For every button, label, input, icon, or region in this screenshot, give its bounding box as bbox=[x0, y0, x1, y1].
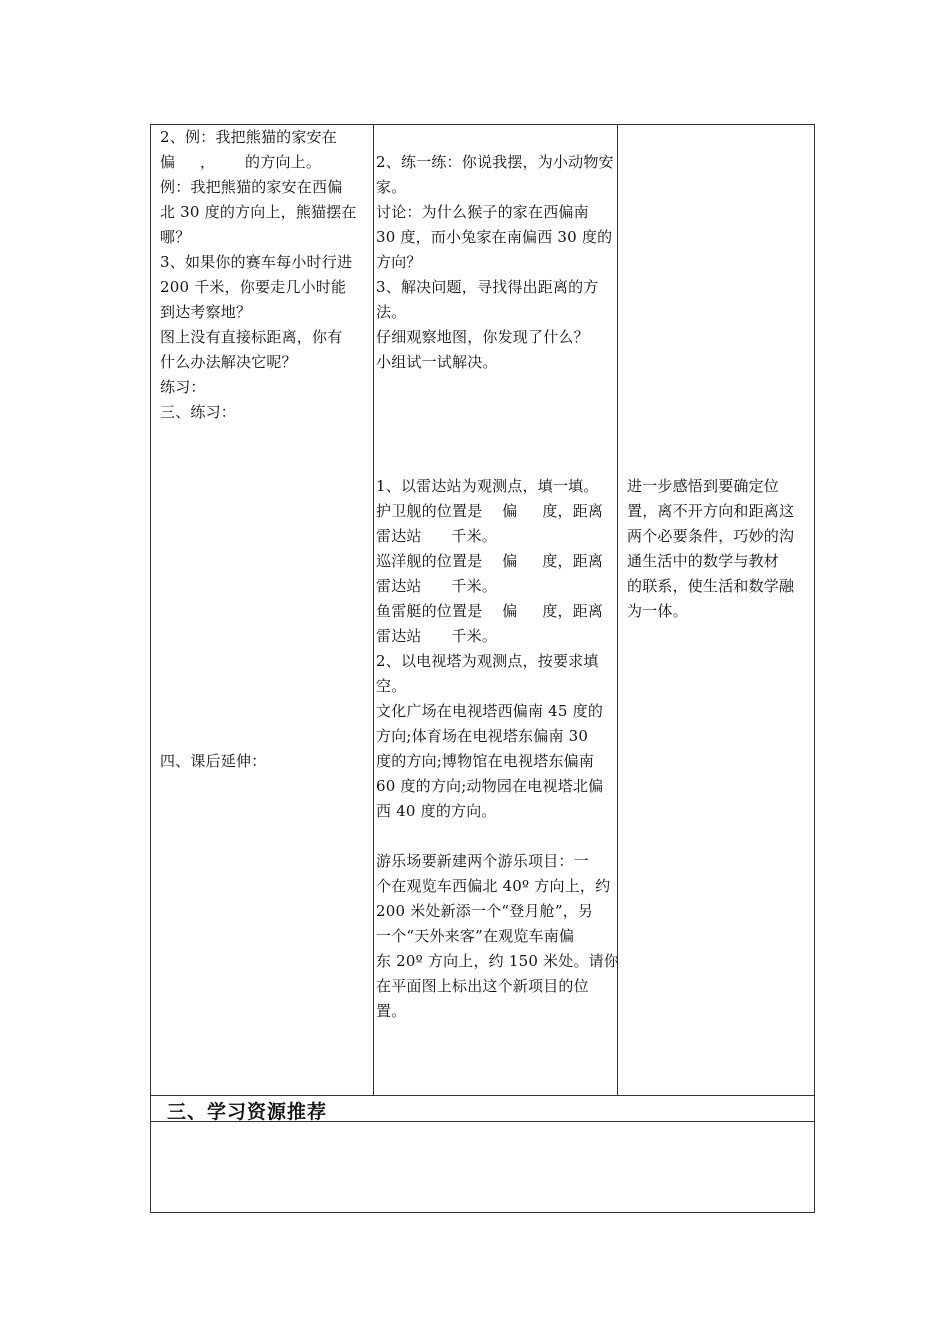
text-line: 200 千米，你要走几小时能 bbox=[160, 278, 347, 296]
text-line: 例：我把熊猫的家安在西偏 bbox=[160, 178, 343, 196]
text-line: 家。 bbox=[376, 178, 407, 196]
text-line: 在平面图上标出这个新项目的位 bbox=[376, 977, 589, 995]
text-line: 3、如果你的赛车每小时行进 bbox=[160, 253, 353, 271]
section-heading: 三、学习资源推荐 bbox=[167, 1101, 328, 1123]
blank-line bbox=[376, 824, 620, 849]
text-line: 1、以雷达站为观测点，填一填。 bbox=[376, 477, 599, 495]
text-line: 游乐场要新建两个游乐项目：一 bbox=[376, 852, 589, 870]
text-line: 60 度的方向;动物园在电视塔北偏 bbox=[376, 777, 604, 795]
text-line: 练习： bbox=[160, 378, 206, 396]
text-line: 2、练一练：你说我摆，为小动物安 bbox=[376, 153, 614, 171]
text-line: 小组试一试解决。 bbox=[376, 353, 498, 371]
text-line: 雷达站 千米。 bbox=[376, 627, 498, 645]
section-divider bbox=[151, 1095, 814, 1096]
text-line: 偏 ， 的方向上。 bbox=[160, 153, 322, 171]
col1-extension bbox=[160, 749, 372, 774]
text-line: 法。 bbox=[376, 303, 407, 321]
text-line: 仔细观察地图，你发现了什么？ bbox=[376, 328, 589, 346]
text-line: 一个“天外来客”在观览车南偏 bbox=[376, 927, 575, 945]
text-line: 置。 bbox=[376, 1002, 407, 1020]
text-line: 东 20º 方向上，约 150 米处。请你 bbox=[376, 952, 620, 970]
column-divider-1 bbox=[373, 125, 374, 1095]
extension-label: 四、课后延伸： bbox=[160, 752, 267, 770]
text-line: 护卫舰的位置是 偏 度，距离 bbox=[376, 502, 604, 520]
col1-top-text bbox=[160, 125, 372, 425]
text-line: 三、练习： bbox=[160, 403, 237, 421]
text-line: 置，离不开方向和距离这 bbox=[627, 502, 795, 520]
text-line: 3、解决问题，寻找得出距离的方 bbox=[376, 278, 599, 296]
text-line: 哪？ bbox=[160, 228, 191, 246]
text-line: 讨论：为什么猴子的家在西偏南 bbox=[376, 203, 589, 221]
text-line: 通生活中的数学与教材 bbox=[627, 552, 780, 570]
text-line: 30 度，而小兔家在南偏西 30 度的 bbox=[376, 228, 613, 246]
text-line: 2、例：我把熊猫的家安在 bbox=[160, 128, 337, 146]
text-line: 的联系，使生活和数学融 bbox=[627, 577, 795, 595]
text-line: 什么办法解决它呢？ bbox=[160, 353, 297, 371]
text-line: 200 米处新添一个“登月舱”，另 bbox=[376, 902, 594, 920]
text-line: 方向？ bbox=[376, 253, 422, 271]
text-line: 为一体。 bbox=[627, 602, 688, 620]
text-line: 空。 bbox=[376, 677, 407, 695]
text-line: 鱼雷艇的位置是 偏 度，距离 bbox=[376, 602, 604, 620]
col3-purpose bbox=[627, 474, 813, 624]
text-line: 个在观览车西偏北 40º 方向上，约 bbox=[376, 877, 611, 895]
text-line: 图上没有直接标距离，你有 bbox=[160, 328, 343, 346]
text-line: 2、以电视塔为观测点，按要求填 bbox=[376, 652, 599, 670]
text-line: 雷达站 千米。 bbox=[376, 527, 498, 545]
text-line: 北 30 度的方向上，熊猫摆在 bbox=[160, 203, 357, 221]
text-line: 文化广场在电视塔西偏南 45 度的 bbox=[376, 702, 604, 720]
text-line: 方向;体育场在电视塔东偏南 30 bbox=[376, 727, 589, 745]
text-line: 雷达站 千米。 bbox=[376, 577, 498, 595]
text-line: 进一步感悟到要确定位 bbox=[627, 477, 780, 495]
text-line: 西 40 度的方向。 bbox=[376, 802, 497, 820]
text-line: 两个必要条件，巧妙的沟 bbox=[627, 527, 795, 545]
text-line: 到达考察地？ bbox=[160, 303, 252, 321]
text-line: 巡洋舰的位置是 偏 度，距离 bbox=[376, 552, 604, 570]
lesson-table bbox=[150, 124, 815, 1213]
col2-exercises bbox=[376, 474, 620, 1024]
col2-top-text bbox=[376, 150, 620, 375]
text-line: 度的方向;博物馆在电视塔东偏南 bbox=[376, 752, 595, 770]
